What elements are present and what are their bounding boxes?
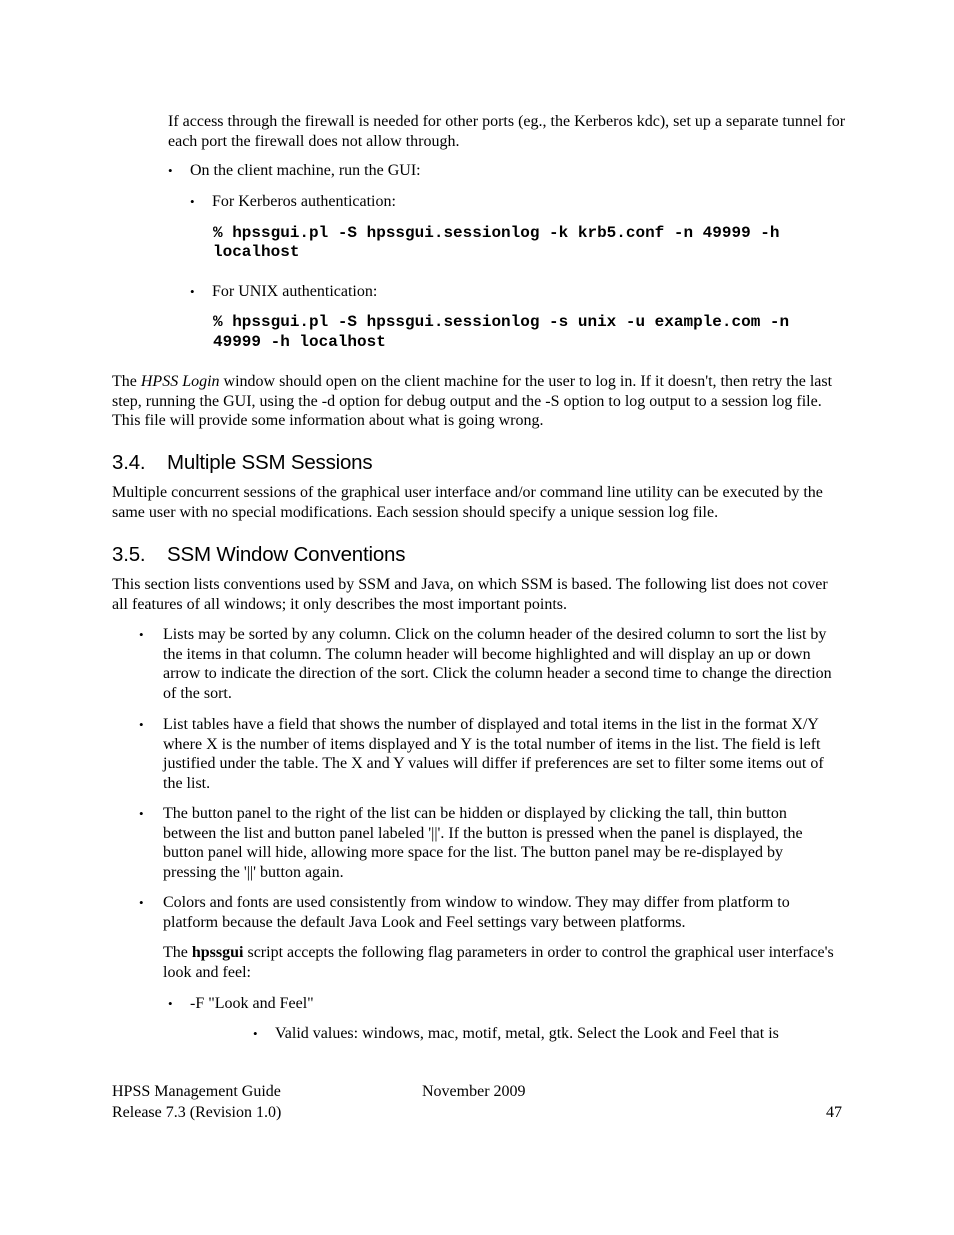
footer-guide-title: HPSS Management Guide [112, 1083, 281, 1100]
bullet-kerberos [190, 192, 840, 212]
section-title: Multiple SSM Sessions [167, 451, 373, 474]
bullet-valid-values [253, 1024, 843, 1044]
login-para-post: window should open on the client machine for the user to log in. If it doesn't, then retry the last step, running the GUI, using the -d option for debug output and the -S option to log output to a session log file. This file will provide some information about what is going wrong. [112, 373, 833, 430]
bullet-text: On the client machine, run the GUI: [190, 162, 421, 179]
bullet-icon: • [139, 717, 144, 732]
footer-page-number: 47 [826, 1104, 842, 1121]
flag-para-pre: The [163, 944, 192, 961]
footer-release: Release 7.3 (Revision 1.0) [112, 1104, 282, 1121]
code-kerberos-line-2: localhost [213, 243, 300, 261]
login-paragraph [112, 372, 847, 431]
section-heading-3-4 [112, 451, 372, 475]
firewall-paragraph: If access through the firewall is needed for other ports (eg., the Kerberos kdc), set up a separate tunnel for each port the firewall does not allow through. [168, 113, 846, 150]
login-para-pre: The [112, 373, 141, 390]
bullet-text: Lists may be sorted by any column. Click on the column header of the desired column to sort the list by the items in that column. The column header will become highlighted and will display an up or down arrow to indicate the direction of the sort. Click the column header a second time to change the direction of the sort. [163, 626, 832, 702]
bullet-unix [190, 282, 840, 302]
login-window-name: HPSS Login [140, 373, 220, 390]
bullet-text: For UNIX authentication: [212, 283, 378, 300]
bullet-icon: • [190, 194, 195, 209]
conventions-paragraph: This section lists conventions used by SSM and Java, on which SSM is based. The following list does not cover all features of all windows; it only describes the most important points. [112, 576, 828, 613]
code-unix-line-2: 49999 -h localhost [213, 333, 386, 351]
bullet-icon: • [168, 996, 173, 1011]
bullet-icon: • [190, 284, 195, 299]
bullet-icon: • [139, 806, 144, 821]
bullet-text: List tables have a field that shows the number of displayed and total items in the list in the format X/Y where X is the number of items displayed and Y is the total number of items in the list. The field is left justified under the table. The X and Y values will differ if preferences are set to filter some items out of the list. [163, 716, 824, 792]
section-title: SSM Window Conventions [167, 543, 406, 566]
code-unix-line-1: % hpssgui.pl -S hpssgui.sessionlog -s unix -u example.com -n [213, 313, 790, 331]
section-number: 3.4. [112, 451, 146, 474]
script-name: hpssgui [191, 944, 244, 961]
bullet-icon: • [139, 627, 144, 642]
bullet-text: Valid values: windows, mac, motif, metal, gtk. Select the Look and Feel that is [275, 1025, 779, 1042]
bullet-icon: • [253, 1026, 258, 1041]
bullet-icon: • [168, 163, 173, 178]
footer-date: November 2009 [422, 1083, 526, 1100]
flag-para-post: script accepts the following flag parameters in order to control the graphical user interface's look and feel: [163, 944, 834, 981]
bullet-text: For Kerberos authentication: [212, 193, 396, 210]
flag-paragraph [163, 943, 839, 982]
bullet-run-gui [168, 161, 848, 181]
section-number: 3.5. [112, 543, 146, 566]
sessions-paragraph: Multiple concurrent sessions of the graphical user interface and/or command line utility can be executed by the same user with no special modifications. Each session should specify a unique session log file. [112, 484, 823, 521]
bullet-icon: • [139, 895, 144, 910]
section-heading-3-5 [112, 543, 405, 567]
code-kerberos-line-1: % hpssgui.pl -S hpssgui.sessionlog -k krb5.conf -n 49999 -h [213, 224, 780, 242]
bullet-look-and-feel-flag [168, 994, 828, 1014]
bullet-text: Colors and fonts are used consistently from window to window. They may differ from platform to platform because the default Java Look and Feel settings vary between platforms. [163, 894, 790, 931]
bullet-text: The button panel to the right of the list can be hidden or displayed by clicking the tall, thin button between the list and button panel labeled '||'. If the button is pressed when the panel is displayed, the button panel will hide, allowing more space for the list. The button panel may be re-displayed by pressing the '||' button again. [163, 805, 803, 881]
bullet-text: -F "Look and Feel" [190, 995, 314, 1012]
